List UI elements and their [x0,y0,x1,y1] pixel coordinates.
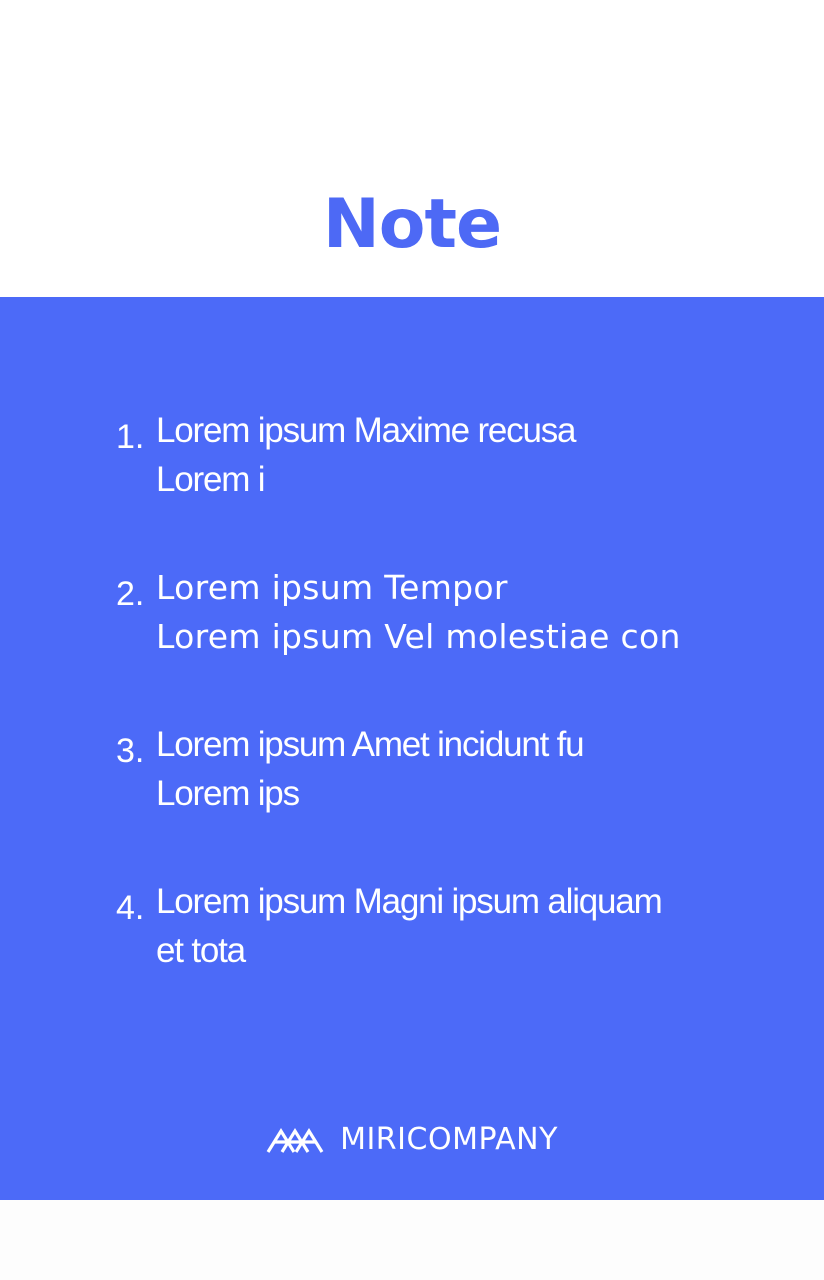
note-list [116,406,756,975]
note-text [156,406,756,504]
note-line: Lorem i [156,460,265,499]
note-number: 2. [116,575,145,613]
note-line: Lorem ipsum Amet incidunt fu [156,725,584,764]
note-number: 4. [116,889,145,927]
note-number: 3. [116,732,145,770]
note-line: Lorem ipsum Tempor [156,568,508,607]
bottom-margin [0,1200,824,1280]
note-number: 1. [116,418,145,456]
page-title: Note [322,185,502,264]
note-text [156,563,756,661]
note-text [156,720,756,818]
note-item-2 [116,563,756,661]
note-line: Lorem ipsum Vel molestiae con [156,617,681,656]
note-item-3 [116,720,756,818]
note-line: Lorem ipsum Maxime recusa [156,411,576,450]
title-area [0,0,824,297]
note-line: Lorem ipsum Magni ipsum aliquam [156,882,662,921]
note-line: et tota [156,931,245,970]
note-line: Lorem ips [156,774,299,813]
brand-name: MIRICOMPANY [340,1122,558,1157]
note-item-4 [116,877,756,975]
note-text [156,877,756,975]
mountain-logo-icon [266,1125,326,1155]
note-item-1 [116,406,756,504]
brand-footer [0,1118,824,1162]
